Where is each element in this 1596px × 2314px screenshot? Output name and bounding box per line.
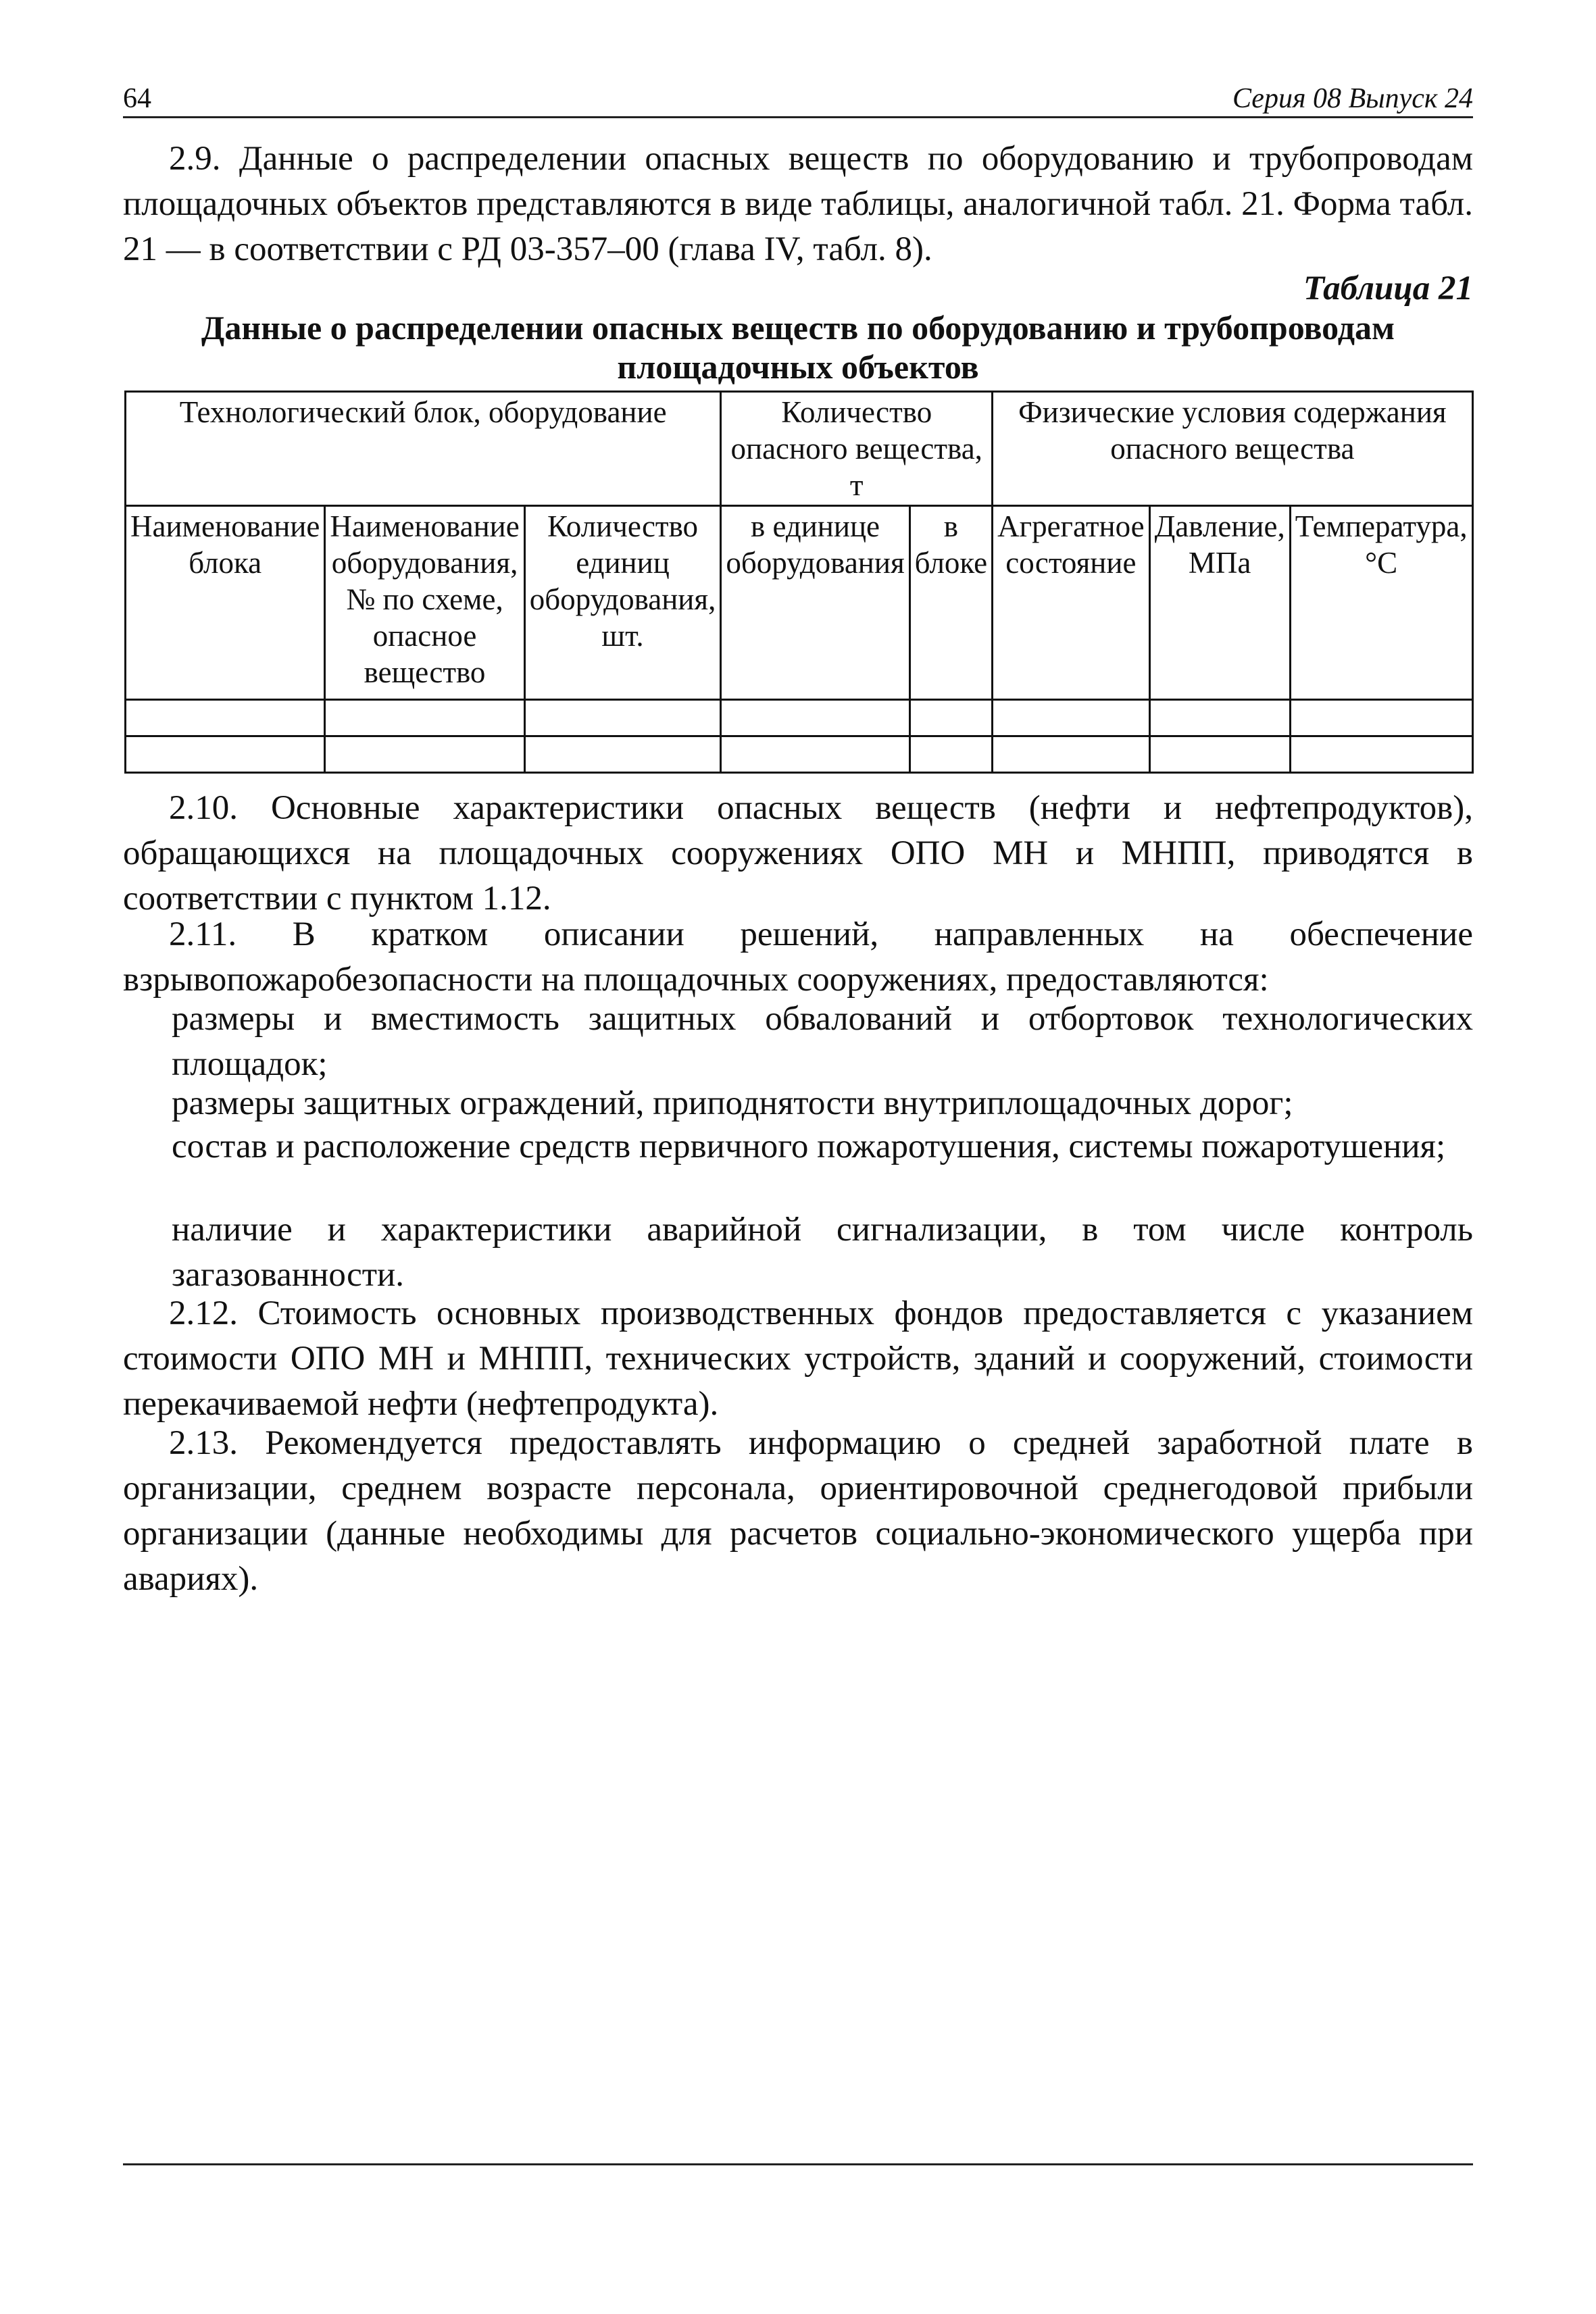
list-item-alarm: наличие и характеристики аварийной сигнализации, в том числе контроль загазованности. xyxy=(172,1211,1473,1294)
table-cell xyxy=(325,700,524,736)
table-cell xyxy=(1149,736,1290,773)
footer-rule xyxy=(123,2163,1473,2165)
table-cell xyxy=(126,736,325,773)
series-title: Серия 08 Выпуск 24 xyxy=(1232,83,1473,114)
paragraph-2-11: 2.11. В кратком описании решений, направленных на обеспечение взрывопожаробезопасности на площадочных сооружениях, предоставляются: xyxy=(123,915,1473,999)
paragraph-2-13: 2.13. Рекомендуется предоставлять информацию о средней заработной плате в организации, среднем возрасте персонала, ориентировочной среднегодовой прибыли организации (данные необходимы для расчетов социально-экономического ущерба при авариях). xyxy=(123,1424,1473,1598)
table-cell xyxy=(993,700,1149,736)
column-header-equipment-count: Количество единиц оборудования, шт. xyxy=(524,506,721,700)
table-cell xyxy=(524,736,721,773)
table-cell xyxy=(1290,700,1472,736)
table-header-group-row xyxy=(126,392,1473,506)
paragraph-2-12: 2.12. Стоимость основных производственных фондов предоставляется с указанием стоимости ОПО МН и МНПП, технических устройств, зданий и сооружений, стоимости перекачиваемой нефти (нефтепродукта). xyxy=(123,1294,1473,1423)
column-header-pressure: Давление, МПа xyxy=(1149,506,1290,700)
page-header xyxy=(123,76,1473,118)
table-title xyxy=(123,308,1473,386)
table-cell xyxy=(721,700,909,736)
table-cell xyxy=(993,736,1149,773)
column-header-temperature: Температура, °С xyxy=(1290,506,1472,700)
column-header-aggregate-state: Агрегатное состояние xyxy=(993,506,1149,700)
page-number: 64 xyxy=(123,83,151,114)
list-item-embankments: размеры и вместимость защитных обвалований и отбортовок технологических площадок; xyxy=(172,1000,1473,1083)
table-cell xyxy=(1290,736,1472,773)
table-cell xyxy=(909,700,992,736)
column-header-per-block: в блоке xyxy=(909,506,992,700)
table-cell xyxy=(1149,700,1290,736)
paragraph-2-10: 2.10. Основные характеристики опасных веществ (нефти и нефтепродуктов), обращающихся на площадочных сооружениях ОПО МН и МНПП, приводятся в соответствии с пунктом 1.12. xyxy=(123,789,1473,917)
column-header-per-unit: в единице оборудования xyxy=(721,506,909,700)
group-header-block-equipment: Технологический блок, оборудование xyxy=(126,392,721,506)
table-title-line-2: площадочных объектов xyxy=(617,348,979,386)
paragraph-2-9: 2.9. Данные о распределении опасных веществ по оборудованию и трубопроводам площадочных объектов представляются в виде таблицы, аналогичной табл. 21. Форма табл. 21 — в соответствии с РД 03-357–00 (глава IV, табл. 8). xyxy=(123,140,1473,268)
table-row xyxy=(126,700,1473,736)
table-title-line-1: Данные о распределении опасных веществ по оборудованию и трубопроводам xyxy=(201,309,1395,347)
column-header-block-name: Наименование блока xyxy=(126,506,325,700)
column-header-equipment-name: Наименование оборудования, № по схеме, опасное вещество xyxy=(325,506,524,700)
group-header-physical-conditions: Физические условия содержания опасного вещества xyxy=(993,392,1473,506)
table-cell xyxy=(909,736,992,773)
table-21 xyxy=(124,391,1474,774)
table-cell xyxy=(325,736,524,773)
list-item-fences: размеры защитных ограждений, приподнятости внутриплощадочных дорог; xyxy=(172,1084,1293,1122)
table-label: Таблица 21 xyxy=(1303,270,1473,307)
table-header-column-row xyxy=(126,506,1473,700)
table-row xyxy=(126,736,1473,773)
table-cell xyxy=(524,700,721,736)
table-cell xyxy=(126,700,325,736)
group-header-substance-amount: Количество опасного вещества, т xyxy=(721,392,993,506)
list-item-fire-extinguishing: состав и расположение средств первичного пожаротушения, системы пожаротушения; xyxy=(172,1128,1446,1165)
table-cell xyxy=(721,736,909,773)
